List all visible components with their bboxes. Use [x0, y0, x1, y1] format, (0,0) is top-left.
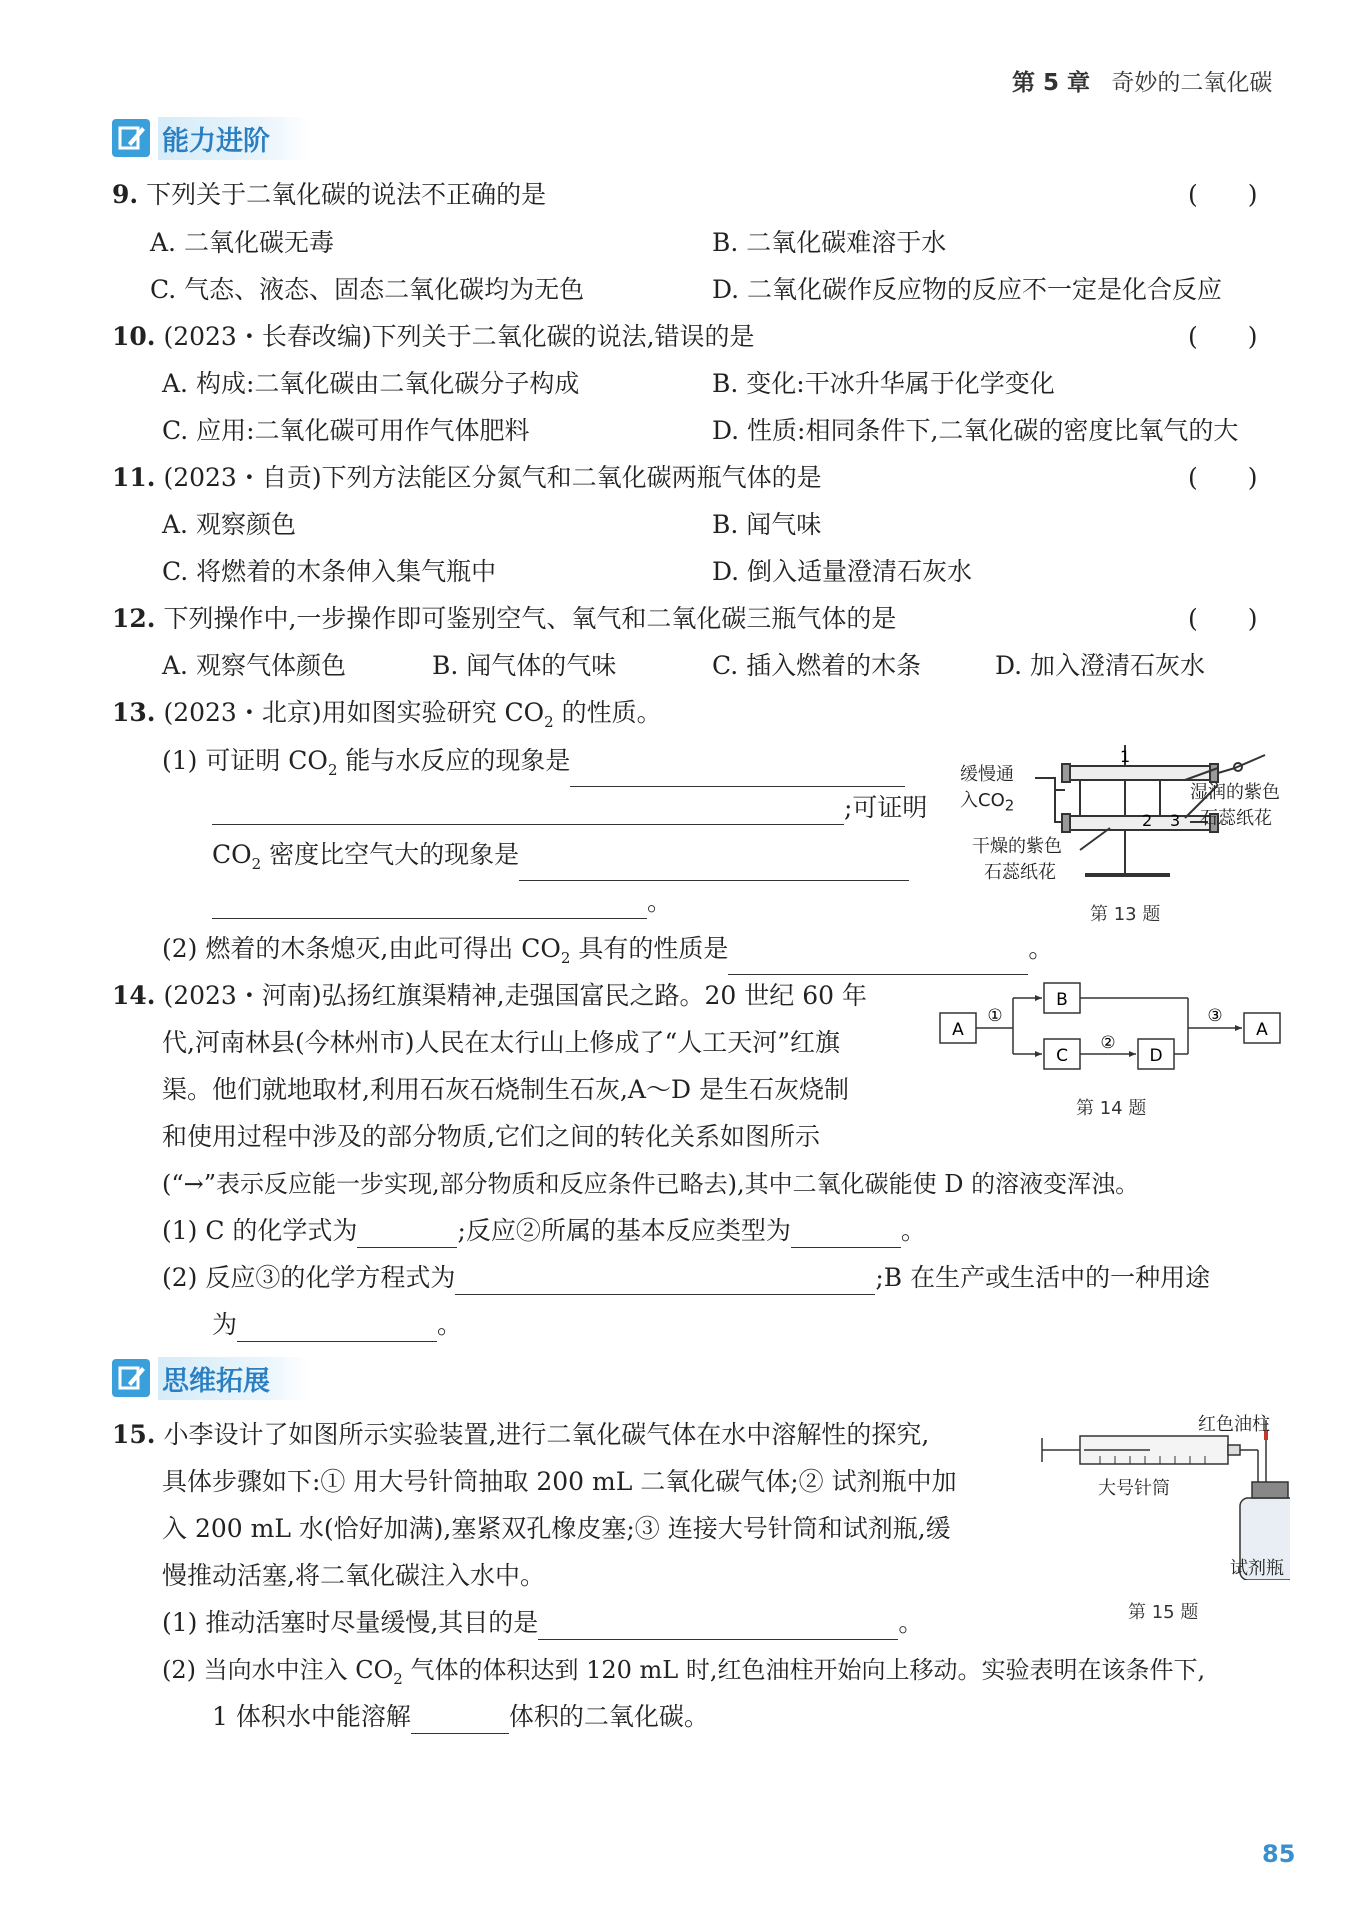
- section-ability: [112, 116, 310, 160]
- option-c: C. 气态、液态、固态二氧化碳均为无色: [150, 275, 585, 304]
- q13-part1-line4: 。: [212, 885, 672, 919]
- section-thinking: [112, 1356, 310, 1400]
- q14-line1: 14. (2023・河南)弘扬红旗渠精神,走强国富民之路。20 世纪 60 年: [112, 981, 867, 1010]
- answer-blank[interactable]: [728, 950, 1028, 975]
- node-a: A: [952, 1020, 964, 1040]
- q14-line3: 渠。他们就地取材,利用石灰石烧制生石灰,A～D 是生石灰烧制: [162, 1075, 849, 1104]
- q14-part2: (2) 反应③的化学方程式为 ;B 在生产或生活中的一种用途: [162, 1261, 1210, 1295]
- node-d: D: [1149, 1046, 1163, 1066]
- page-number: 85: [1262, 1840, 1296, 1868]
- label-wet-2: 石蕊纸花: [1200, 808, 1272, 829]
- option-d: D. 倒入适量澄清石灰水: [712, 557, 973, 586]
- q15-line1: 15. 小李设计了如图所示实验装置,进行二氧化碳气体在水中溶解性的探究,: [112, 1420, 930, 1449]
- node-a-end: A: [1256, 1020, 1268, 1040]
- answer-paren[interactable]: ( ): [1188, 322, 1258, 351]
- option-a: A. 构成:二氧化碳由二氧化碳分子构成: [162, 369, 580, 398]
- option-c: C. 将燃着的木条伸入集气瓶中: [162, 557, 497, 586]
- q13-part1-line3: $CO_2$ 密度比空气大的现象是: [212, 838, 909, 881]
- reaction-2: ②: [1100, 1033, 1116, 1053]
- q13-part2: (2) 燃着的木条熄灭,由此可得出 $CO_2$ 具有的性质是 。: [162, 932, 1053, 975]
- pencil-icon: [112, 119, 150, 157]
- option-b: B. 变化:干冰升华属于化学变化: [712, 369, 1055, 398]
- q14-line2: 代,河南林县(今林州市)人民在太行山上修成了“人工天河”红旗: [162, 1028, 841, 1057]
- section-title: 能力进阶: [158, 117, 310, 160]
- label-dry-1: 干燥的紫色: [972, 836, 1062, 857]
- q13-part1-line1: (1) 可证明 $CO_2$ 能与水反应的现象是: [162, 744, 905, 787]
- option-b: B. 闻气味: [712, 510, 822, 539]
- answer-blank[interactable]: [570, 762, 905, 787]
- flowchart: [938, 975, 1288, 1075]
- q15-line3: 入 200 mL 水(恰好加满),塞紧双孔橡皮塞;③ 连接大号针筒和试剂瓶,缓: [162, 1514, 951, 1543]
- label-syringe: 大号针筒: [1098, 1478, 1170, 1499]
- answer-blank[interactable]: [212, 894, 647, 919]
- figure-13-apparatus: [960, 740, 1290, 910]
- reaction-3: ③: [1207, 1006, 1223, 1026]
- label-1: 1: [1120, 747, 1131, 766]
- label-wet-1: 湿润的紫色: [1190, 782, 1280, 803]
- answer-blank[interactable]: [237, 1317, 437, 1342]
- option-b: B. 闻气体的气味: [432, 651, 617, 680]
- label-2: 2: [1142, 811, 1153, 830]
- figure-15-caption: 第 15 题: [1128, 1602, 1199, 1623]
- chapter-header: [1012, 64, 1272, 97]
- label-slow: 缓慢通: [960, 764, 1014, 785]
- q14-line4: 和使用过程中涉及的部分物质,它们之间的转化关系如图所示: [162, 1122, 820, 1151]
- option-d: D. 二氧化碳作反应物的反应不一定是化合反应: [712, 275, 1223, 304]
- section-title: 思维拓展: [158, 1357, 310, 1400]
- q14-part2-cont: 为 。: [212, 1308, 462, 1342]
- label-bottle: 试剂瓶: [1230, 1558, 1284, 1579]
- answer-paren[interactable]: ( ): [1188, 463, 1258, 492]
- answer-blank[interactable]: [538, 1615, 898, 1640]
- figure-15-apparatus: [1040, 1410, 1290, 1590]
- pencil-icon: [112, 1359, 150, 1397]
- question-12-stem: 12. 下列操作中,一步操作即可鉴别空气、氧气和二氧化碳三瓶气体的是: [112, 604, 897, 633]
- option-a: A. 观察颜色: [162, 510, 296, 539]
- reaction-1: ①: [987, 1006, 1003, 1026]
- answer-blank[interactable]: [357, 1223, 457, 1248]
- option-c: C. 插入燃着的木条: [712, 651, 922, 680]
- q15-line4: 慢推动活塞,将二氧化碳注入水中。: [162, 1561, 545, 1590]
- question-9-stem: 9. 下列关于二氧化碳的说法不正确的是: [112, 180, 547, 209]
- q14-part1: (1) C 的化学式为 ;反应②所属的基本反应类型为 。: [162, 1214, 926, 1248]
- answer-blank[interactable]: [411, 1709, 509, 1734]
- label-dry-2: 石蕊纸花: [984, 862, 1056, 883]
- option-d: D. 性质:相同条件下,二氧化碳的密度比氧气的大: [712, 416, 1239, 445]
- option-b: B. 二氧化碳难溶于水: [712, 228, 947, 257]
- answer-blank[interactable]: [519, 856, 909, 881]
- label-in: 入$CO_2$: [960, 790, 1015, 815]
- question-10-stem: 10. (2023・长春改编)下列关于二氧化碳的说法,错误的是: [112, 322, 755, 351]
- q15-part1: (1) 推动活塞时尽量缓慢,其目的是 。: [162, 1606, 923, 1640]
- answer-blank[interactable]: [455, 1270, 875, 1295]
- chapter-number: 第 5 章: [1012, 70, 1091, 96]
- figure-13-caption: 第 13 题: [1090, 904, 1161, 925]
- q15-part2: (2) 当向水中注入 $CO_2$ 气体的体积达到 120 mL 时,红色油柱开始向上移动。实验表明在该条件下,: [162, 1656, 1206, 1688]
- question-11-stem: 11. (2023・自贡)下列方法能区分氮气和二氧化碳两瓶气体的是: [112, 463, 822, 492]
- node-b: B: [1056, 990, 1068, 1010]
- answer-paren[interactable]: ( ): [1188, 604, 1258, 633]
- answer-blank[interactable]: [212, 800, 844, 825]
- label-3: 3: [1170, 811, 1181, 830]
- q13-part1-line2: ;可证明: [212, 791, 927, 825]
- figure-14-flowchart: [938, 975, 1288, 1095]
- q15-line2: 具体步骤如下:① 用大号针筒抽取 200 mL 二氧化碳气体;② 试剂瓶中加: [162, 1467, 957, 1496]
- option-d: D. 加入澄清石灰水: [995, 651, 1206, 680]
- node-c: C: [1056, 1046, 1068, 1066]
- question-13-stem: 13. (2023・北京)用如图实验研究 $CO_2$ 的性质。: [112, 698, 662, 731]
- option-a: A. 观察气体颜色: [162, 651, 346, 680]
- label-oil-column: 红色油柱: [1198, 1414, 1270, 1435]
- option-c: C. 应用:二氧化碳可用作气体肥料: [162, 416, 530, 445]
- q14-line5: (“→”表示反应能一步实现,部分物质和反应条件已略去),其中二氧化碳能使 D 的溶液变浑浊。: [162, 1170, 1140, 1198]
- option-a: A. 二氧化碳无毒: [150, 228, 334, 257]
- chapter-title: 奇妙的二氧化碳: [1111, 70, 1273, 96]
- answer-paren[interactable]: ( ): [1188, 180, 1258, 209]
- answer-blank[interactable]: [791, 1223, 901, 1248]
- q15-part2-cont: 1 体积水中能溶解 体积的二氧化碳。: [212, 1700, 709, 1734]
- figure-14-caption: 第 14 题: [1076, 1098, 1147, 1119]
